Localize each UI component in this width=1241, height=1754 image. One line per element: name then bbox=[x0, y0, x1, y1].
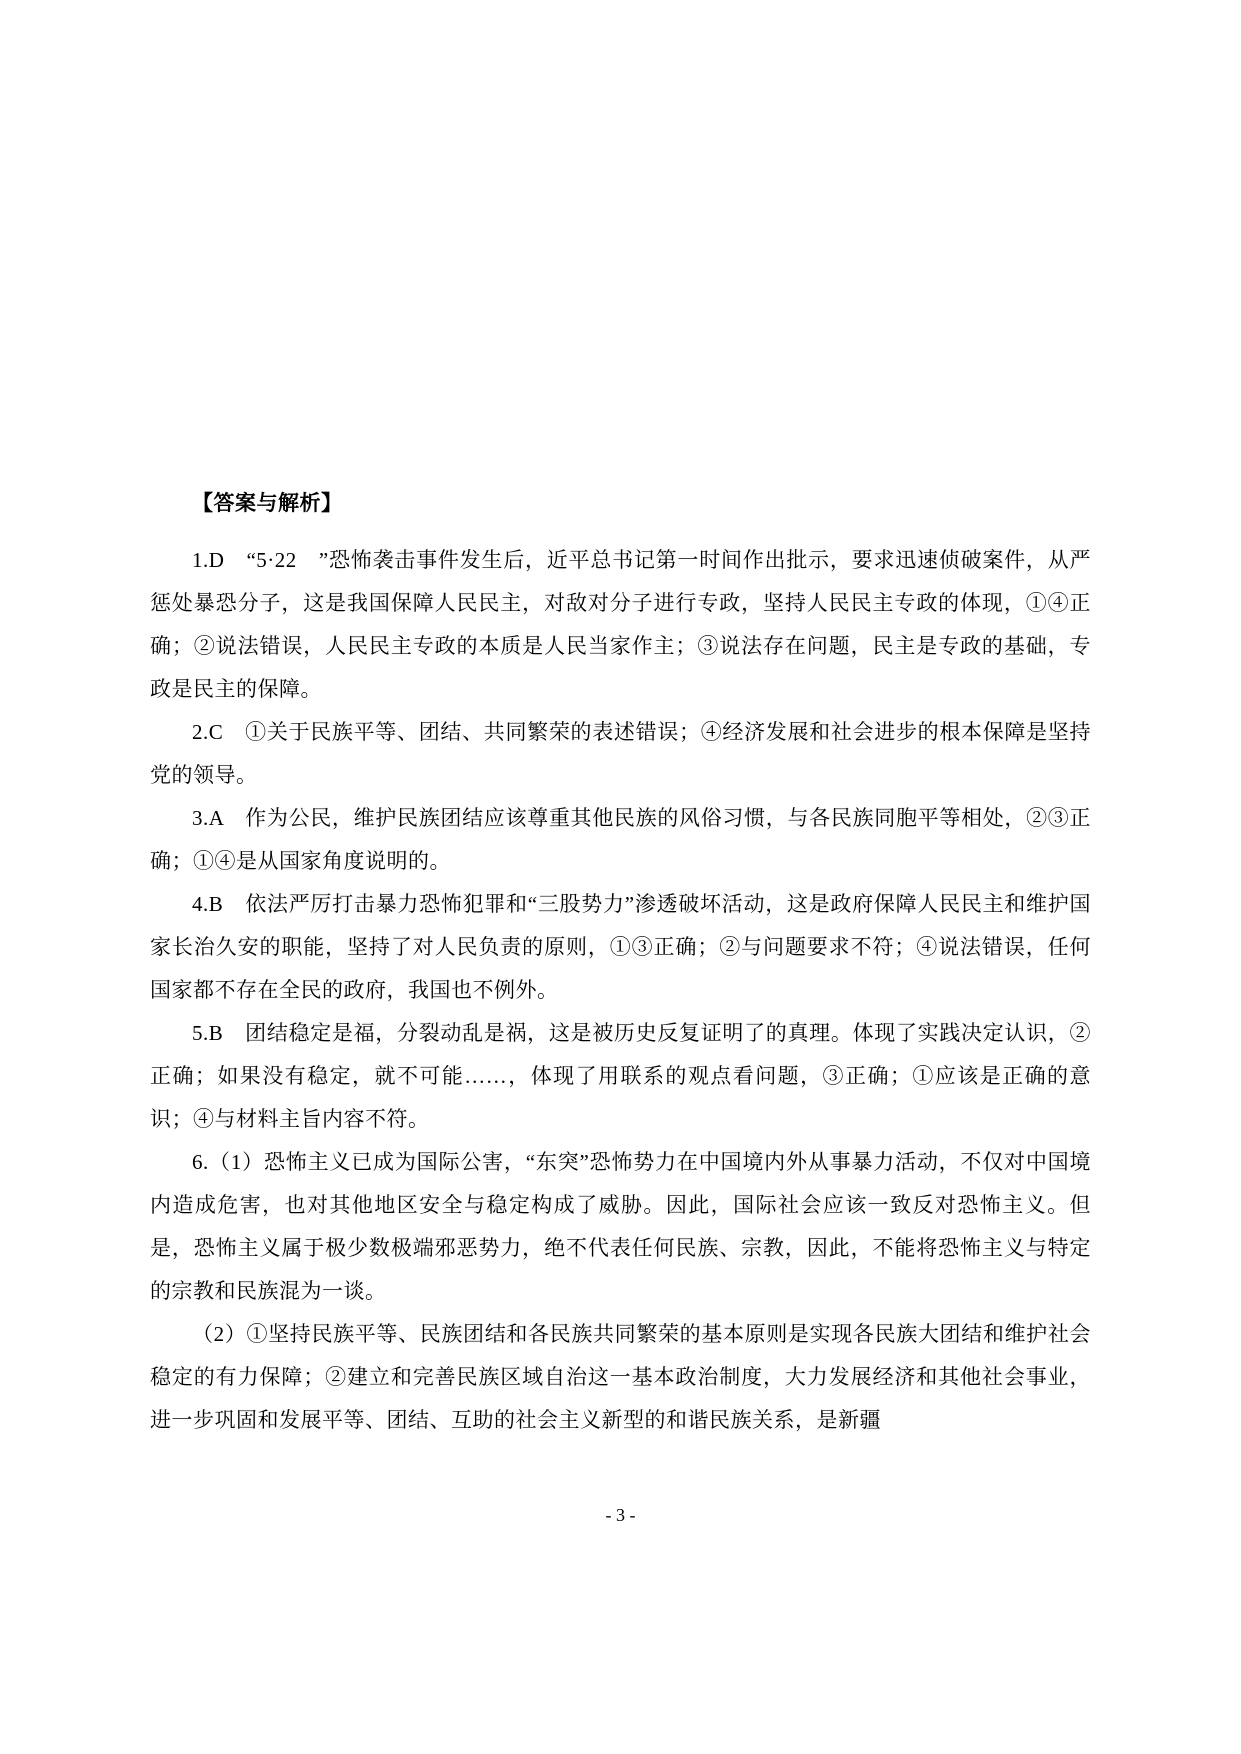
answer-paragraph-6: 6.（1）恐怖主义已成为国际公害，“东突”恐怖势力在中国境内外从事暴力活动，不仅对中国境内造成危害，也对其他地区安全与稳定构成了威胁。因此，国际社会应该一致反对恐怖主义。但是，恐怖主义属于极少数极端邪恶势力，绝不代表任何民族、宗教，因此，不能将恐怖主义与特定的宗教和民族混为一谈。 bbox=[150, 1150, 1091, 1303]
answer-paragraph-3: 3.A 作为公民，维护民族团结应该尊重其他民族的风俗习惯，与各民族同胞平等相处，②③正确；①④是从国家角度说明的。 bbox=[150, 806, 1091, 873]
answer-paragraph-4: 4.B 依法严厉打击暴力恐怖犯罪和“三股势力”渗透破坏活动，这是政府保障人民民主和维护国家长治久安的职能，坚持了对人民负责的原则，①③正确；②与问题要求不符；④说法错误，任何国家都不存在全民的政府，我国也不例外。 bbox=[150, 892, 1091, 1002]
answer-paragraph-2: 2.C ①关于民族平等、团结、共同繁荣的表述错误；④经济发展和社会进步的根本保障是坚持党的领导。 bbox=[150, 720, 1091, 787]
answer-section bbox=[150, 482, 1091, 1442]
page-number: - 3 - bbox=[605, 1505, 636, 1525]
answer-paragraph-1: 1.D “5·22 ”恐怖袭击事件发生后，近平总书记第一时间作出批示，要求迅速侦破案件，从严惩处暴恐分子，这是我国保障人民民主，对敌对分子进行专政，坚持人民民主专政的体现，①④正确；②说法错误，人民民主专政的本质是人民当家作主；③说法存在问题，民主是专政的基础，专政是民主的保障。 bbox=[150, 548, 1091, 701]
answer-paragraph-7: （2）①坚持民族平等、民族团结和各民族共同繁荣的基本原则是实现各民族大团结和维护社会稳定的有力保障；②建立和完善民族区域自治这一基本政治制度，大力发展经济和其他社会事业，进一步巩固和发展平等、团结、互助的社会主义新型的和谐民族关系，是新疆 bbox=[150, 1322, 1091, 1432]
answer-paragraph-5: 5.B 团结稳定是福，分裂动乱是祸，这是被历史反复证明了的真理。体现了实践决定认识，②正确；如果没有稳定，就不可能……，体现了用联系的观点看问题，③正确；①应该是正确的意识；④与材料主旨内容不符。 bbox=[150, 1021, 1091, 1131]
section-title: 【答案与解析】 bbox=[192, 491, 343, 515]
